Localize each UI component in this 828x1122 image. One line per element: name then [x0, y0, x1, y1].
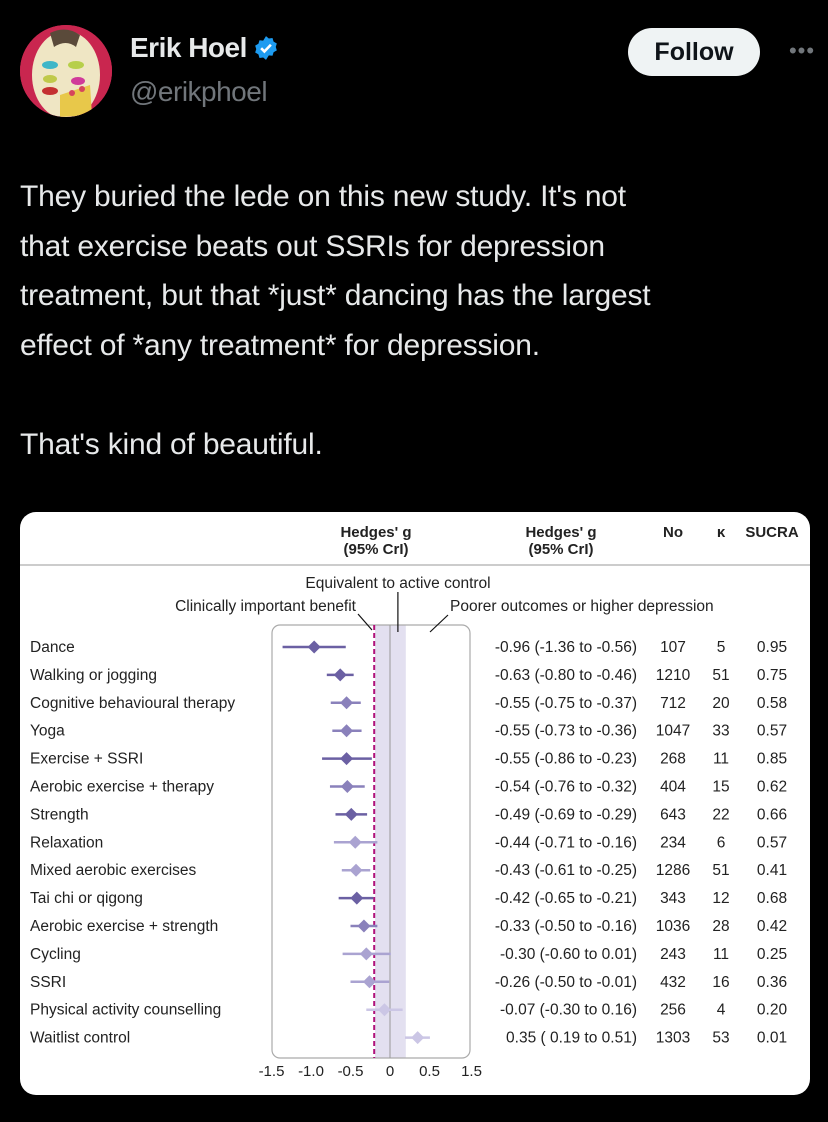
poorer-leader-line	[430, 615, 448, 632]
plot-header-sub: (95% CrI)	[343, 541, 409, 558]
estimate-ci-text: 0.35 ( 0.19 to 0.51)	[506, 1029, 637, 1047]
studies-count: 4	[716, 1001, 726, 1019]
forest-plot	[20, 512, 810, 1095]
row-label: Relaxation	[30, 834, 104, 852]
studies-count: 11	[712, 945, 730, 963]
author-name-text: Erik Hoel	[130, 32, 247, 63]
annotation-equivalent: Equivalent to active control	[305, 575, 491, 592]
row-label: Exercise + SSRI	[30, 750, 144, 768]
x-tick-label: 0	[385, 1063, 395, 1080]
x-tick-label: -1.0	[298, 1063, 324, 1080]
sucra-value: 0.66	[756, 806, 788, 824]
participants-count: 712	[660, 694, 686, 712]
studies-count: 6	[716, 834, 726, 852]
x-tick-label: -1.5	[258, 1063, 285, 1080]
forest-plot-image[interactable]	[20, 512, 810, 1095]
sucra-value: 0.62	[756, 778, 788, 796]
sucra-value: 0.42	[756, 918, 788, 935]
annotation-clinical: Clinically important benefit	[175, 598, 356, 615]
estimate-ci-text: -0.44 (-0.71 to -0.16)	[494, 834, 637, 852]
estimate-ci-text: -0.30 (-0.60 to 0.01)	[500, 945, 637, 963]
estimate-ci-text: -0.63 (-0.80 to -0.46)	[494, 666, 637, 684]
sucra-value: 0.75	[756, 666, 788, 684]
sucra-value: 0.20	[756, 1001, 788, 1019]
row-label: Tai chi or qigong	[30, 890, 143, 908]
x-tick-label: -0.5	[337, 1063, 364, 1080]
participants-count: 643	[660, 806, 686, 824]
point-estimate-diamond	[349, 836, 362, 849]
estimate-ci-text: -0.54 (-0.76 to -0.32)	[494, 778, 637, 796]
illustrated-face-avatar-icon	[20, 25, 112, 117]
studies-count: 51	[712, 862, 730, 880]
point-estimate-diamond	[340, 696, 353, 709]
estimate-ci-text: -0.55 (-0.75 to -0.37)	[494, 694, 637, 712]
point-estimate-diamond	[341, 780, 354, 793]
point-estimate-diamond	[308, 641, 321, 654]
x-tick-label: 1.5	[461, 1063, 482, 1080]
point-estimate-diamond	[345, 808, 358, 821]
estimate-ci-text: -0.26 (-0.50 to -0.01)	[494, 973, 637, 991]
row-label: Waitlist control	[30, 1029, 131, 1047]
participants-count: 343	[660, 890, 686, 908]
estimate-ci-text: -0.55 (-0.86 to -0.23)	[494, 750, 637, 768]
row-label: Yoga	[30, 722, 65, 740]
participants-count: 268	[660, 750, 686, 768]
sucra-value: 0.58	[756, 694, 788, 712]
studies-count: 15	[712, 778, 730, 796]
participants-count: 243	[660, 945, 686, 963]
estimate-ci-text: -0.07 (-0.30 to 0.16)	[500, 1001, 637, 1019]
point-estimate-diamond	[340, 752, 353, 765]
participants-count: 1047	[655, 722, 691, 740]
studies-count: 12	[712, 890, 730, 908]
sucra-value: 0.57	[756, 722, 788, 740]
studies-count: 51	[712, 666, 730, 684]
clinical-leader-line	[358, 614, 372, 630]
row-label: SSRI	[30, 973, 67, 991]
sucra-value: 0.85	[756, 750, 788, 768]
tweet-text: They buried the lede on this new study. It's not that exercise beats out SSRIs for depression treatment, but that *just* dancing has the largest effect of *any treatment* for depression. That's kind of beautiful.	[20, 180, 651, 461]
estimate-header: Hedges' g	[525, 524, 597, 541]
estimate-ci-text: -0.33 (-0.50 to -0.16)	[494, 918, 637, 935]
point-estimate-diamond	[350, 864, 363, 877]
sucra-value: 0.57	[756, 834, 788, 852]
participants-count: 432	[660, 973, 686, 991]
point-estimate-diamond	[334, 668, 347, 681]
more-horizontal-icon[interactable]: •••	[788, 38, 816, 63]
point-estimate-diamond	[340, 724, 353, 737]
sucra-value: 0.68	[756, 890, 788, 908]
point-estimate-diamond	[350, 892, 363, 905]
estimate-ci-text: -0.96 (-1.36 to -0.56)	[494, 639, 637, 656]
sucra-value: 0.95	[756, 639, 788, 656]
k-header: κ	[716, 524, 726, 541]
point-estimate-diamond	[357, 920, 370, 933]
studies-count: 28	[712, 918, 730, 935]
row-label: Aerobic exercise + strength	[30, 918, 219, 935]
row-label: Strength	[30, 806, 89, 824]
author-name[interactable]	[130, 32, 279, 64]
estimate-ci-text: -0.43 (-0.61 to -0.25)	[494, 862, 637, 880]
x-tick-label: 0.5	[419, 1063, 440, 1080]
row-label: Cognitive behavioural therapy	[30, 694, 236, 712]
author-handle[interactable]: @erikphoel	[130, 76, 268, 107]
point-estimate-diamond	[411, 1031, 424, 1044]
row-label: Mixed aerobic exercises	[30, 862, 197, 880]
estimate-ci-text: -0.42 (-0.65 to -0.21)	[494, 890, 637, 908]
row-label: Physical activity counselling	[30, 1001, 222, 1019]
participants-count: 1036	[655, 918, 691, 935]
participants-count: 107	[660, 639, 686, 656]
studies-count: 16	[712, 973, 730, 991]
participants-count: 256	[660, 1001, 686, 1019]
participants-count: 1286	[655, 862, 691, 880]
studies-count: 33	[712, 722, 730, 740]
studies-count: 11	[712, 750, 730, 768]
row-label: Walking or jogging	[30, 666, 157, 684]
n-header: No	[663, 524, 683, 541]
row-label: Aerobic exercise + therapy	[30, 778, 214, 796]
participants-count: 1303	[655, 1029, 691, 1047]
participants-count: 234	[660, 834, 686, 852]
studies-count: 5	[716, 639, 726, 656]
sucra-value: 0.41	[756, 862, 788, 880]
studies-count: 20	[712, 694, 730, 712]
sucra-header: SUCRA	[745, 524, 799, 541]
studies-count: 53	[712, 1029, 730, 1047]
row-label: Dance	[30, 639, 75, 656]
sucra-value: 0.25	[756, 945, 788, 963]
estimate-header-sub: (95% CrI)	[528, 541, 594, 558]
participants-count: 404	[660, 778, 686, 796]
follow-button[interactable]: Follow	[628, 28, 760, 76]
sucra-value: 0.36	[756, 973, 788, 991]
participants-count: 1210	[655, 666, 691, 684]
row-label: Cycling	[30, 945, 81, 963]
estimate-ci-text: -0.55 (-0.73 to -0.36)	[494, 722, 637, 740]
plot-header: Hedges' g	[340, 524, 412, 541]
avatar[interactable]	[20, 25, 112, 117]
studies-count: 22	[712, 806, 730, 824]
annotation-poorer: Poorer outcomes or higher depression	[450, 598, 714, 615]
estimate-ci-text: -0.49 (-0.69 to -0.29)	[494, 806, 637, 824]
point-estimate-diamond	[360, 947, 373, 960]
sucra-value: 0.01	[756, 1029, 788, 1047]
verified-badge-icon	[253, 35, 279, 61]
